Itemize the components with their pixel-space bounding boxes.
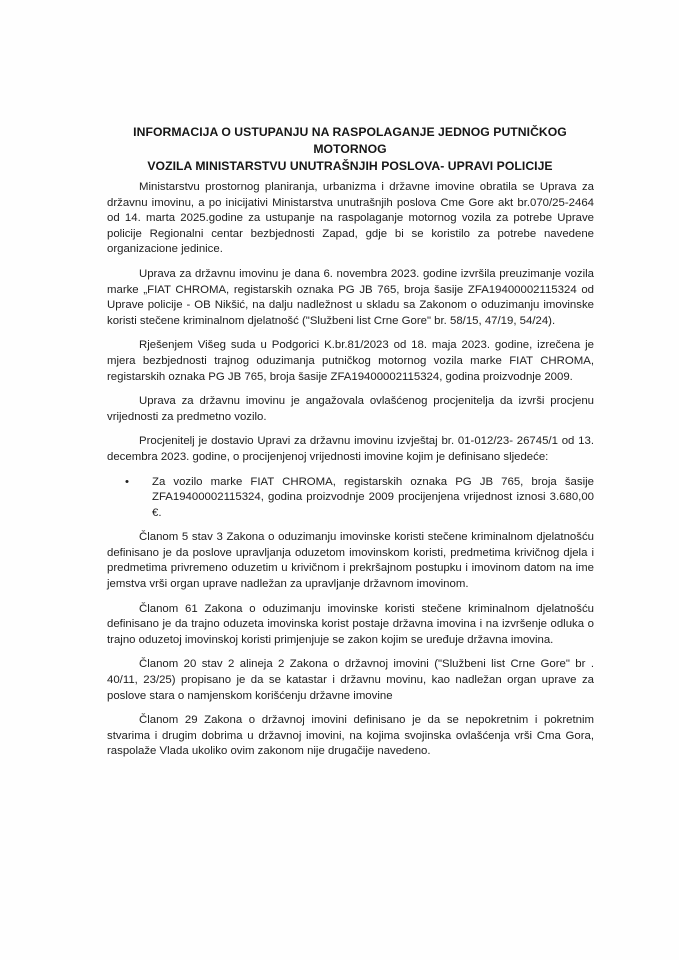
title-line-1: INFORMACIJA O USTUPANJU NA RASPOLAGANJE JEDNOG PUTNIČKOG MOTORNOG bbox=[133, 125, 567, 156]
paragraph-takeover: Uprava za državnu imovinu je dana 6. novembra 2023. godine izvršila preuzimanje vozila marke „FIAT CHROMA, registarskih oznaka PG JB 765, broja šasije ZFA19400002115324 od Uprave policije - OB Nikšić, na dalju nadležnost u skladu sa Zakonom o oduzimanju imovinske koristi stečene kriminalnom djelatnošć ("Službeni list Crne Gore" br. 58/15, 47/19, 54/24). bbox=[107, 267, 594, 327]
document-title bbox=[100, 124, 600, 175]
paragraph-appraiser: Uprava za državnu imovinu je angažovala ovlašćenog procjenitelja da izvrši procjenu vrijednosti za predmetno vozilo. bbox=[107, 395, 594, 423]
paragraph-court-ruling: Rješenjem Višeg suda u Podgorici K.br.81/2023 od 18. maja 2023. godine, izrečena je mjera bezbjednosti trajnog oduzimanja putničkog motornog vozila marke FIAT CHROMA, registarskih oznaka PG JB 765, broja šasije ZFA19400002115324, godina proizvodnje 2009. bbox=[107, 339, 594, 383]
paragraph-request: Ministarstvu prostornog planiranja, urbanizma i državne imovine obratila se Uprava za državnu imovinu, a po inicijativi Ministarstva unutrašnjih poslova Cme Gore akt br.070/25-2464 od 14. marta 2025.godine za ustupanje na raspolaganje motornog vozila za potrebe Uprave policije Regionalni centar bezbjednosti Zapad, gdje bi se koristilo za potrebe navedene organizacione jedinice. bbox=[107, 181, 594, 256]
bullet-icon: • bbox=[125, 475, 129, 488]
list-item-text: Za vozilo marke FIAT CHROMA, registarskih oznaka PG JB 765, broja šasije ZFA19400002115324, godina proizvodnje 2009 procijenjena vrijednost iznosi 3.680,00 €. bbox=[152, 475, 594, 519]
title-line-2: VOZILA MINISTARSTVU UNUTRAŠNJIH POSLOVA- UPRAVI POLICIJE bbox=[147, 159, 553, 173]
paragraph-article-5: Članom 5 stav 3 Zakona o oduzimanju imovinske koristi stečene kriminalnom djelatnošću definisano je da poslove upravljanja oduzetom imovinskom koristi, predmetima krivičnog djela i predmetima privremeno oduzetim u krivičnom i prekršajnom postupku i imovinom datom na ime jemstva vrši organ uprave nadležan za upravljanje državnom imovinom. bbox=[107, 531, 594, 591]
paragraph-article-29: Članom 29 Zakona o državnoj imovini definisano je da se nepokretnim i pokretnim stvarima i drugim dobrima u državnoj imovini, na kojima svojinska ovlašćenja vrši Cma Gora, raspolaže Vlada ukoliko ovim zakonom nije drugačije navedeno. bbox=[107, 714, 594, 758]
paragraph-article-20: Članom 20 stav 2 alineja 2 Zakona o državnoj imovini ("Službeni list Crne Gore" br . 40/11, 23/25) propisano je da se katastar i državnu movinu, kao nadležan organ uprave za poslove stara o namjenskom korišćenju državne imovine bbox=[107, 658, 594, 702]
appraisal-list bbox=[107, 475, 594, 522]
list-item bbox=[125, 475, 594, 522]
paragraph-appraisal-report: Procjenitelj je dostavio Upravi za državnu imovinu izvještaj br. 01-012/23- 26745/1 od 13. decembra 2023. godine, o procijenjenoj vrijednosti imovine kojim je definisano sljedeće: bbox=[107, 435, 594, 463]
paragraph-article-61: Članom 61 Zakona o oduzimanju imovinske koristi stečene kriminalnom djelatnošću definisano je da trajno oduzeta imovinska korist postaje državna imovina i na izvršenje odluka o trajno oduzetoj imovinskoj koristi primjenjuje se zakon kojim se uređuje državna imovina. bbox=[107, 602, 594, 646]
document-body bbox=[107, 180, 594, 769]
